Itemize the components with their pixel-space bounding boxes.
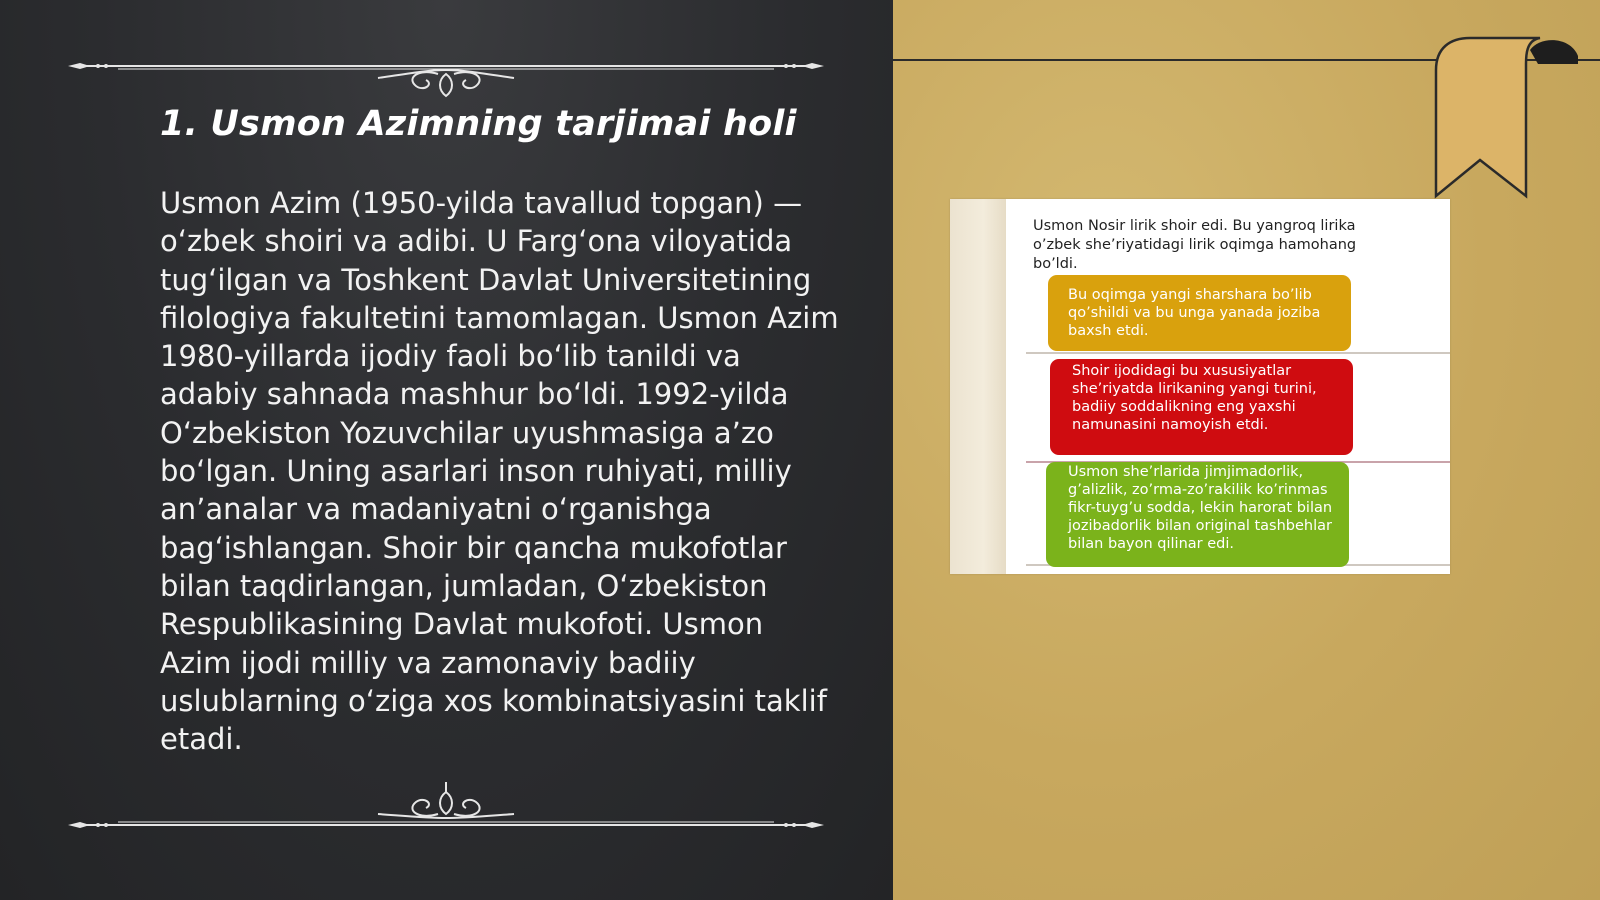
diagram-box-orange: Bu oqimga yangi sharshara bo’lib qo’shildi va bu unga yanada joziba baxsh etdi. [1048, 275, 1351, 351]
diagram-image [950, 199, 1450, 574]
bottom-ornament-divider [68, 770, 824, 830]
bookmark-ribbon [1430, 34, 1590, 204]
diagram-intro-text: Usmon Nosir lirik shoir edi. Bu yangroq lirika o’zbek she’riyatidagi lirik oqimga hamohang bo’ldi. [1033, 218, 1357, 272]
diagram-separator [1026, 352, 1450, 354]
diagram-side-strip [950, 199, 1006, 574]
slide-title: 1. Usmon Azimning tarjimai holi [160, 104, 797, 144]
biography-text: Usmon Azim (1950-yilda tavallud topgan) — oʻzbek shoiri va adibi. U Fargʻona viloyatida tugʻilgan va Toshkent Davlat Universitetining filologiya fakultetini tamomlagan. Usmon Azim 1980-yillarda ijodiy faoli boʻlib tanildi va adabiy sahnada mashhur boʻldi. 1992-yilda Oʻzbekiston Yozuvchilar uyushmasiga aʼzo boʻlgan. Uning asarlari inson ruhiyati, milliy anʼanalar va madaniyatni oʻrganishga bagʻishlangan. Shoir bir qancha mukofotlar bilan taqdirlangan, jumladan, Oʻzbekiston Respublikasining Davlat mukofoti. Usmon Azim ijodi milliy va zamonaviy badiiy uslublarning oʻziga xos kombinatsiyasini taklif etadi. [160, 186, 839, 757]
top-ornament-divider [68, 40, 824, 100]
diagram-box-green: Usmon she’rlarida jimjimadorlik, g’alizlik, zo’rma-zo’rakilik ko’rinmas fikr-tuyg’u sodda, lekin harorat bilan jozibadorlik bilan original tashbehlar bilan bayon qilinar edi. [1046, 462, 1349, 567]
diagram-box-red: Shoir ijodidagi bu xususiyatlar she’riyatda lirikaning yangi turini, badiiy soddalikning eng yaxshi namunasini namoyish etdi. [1050, 359, 1353, 455]
